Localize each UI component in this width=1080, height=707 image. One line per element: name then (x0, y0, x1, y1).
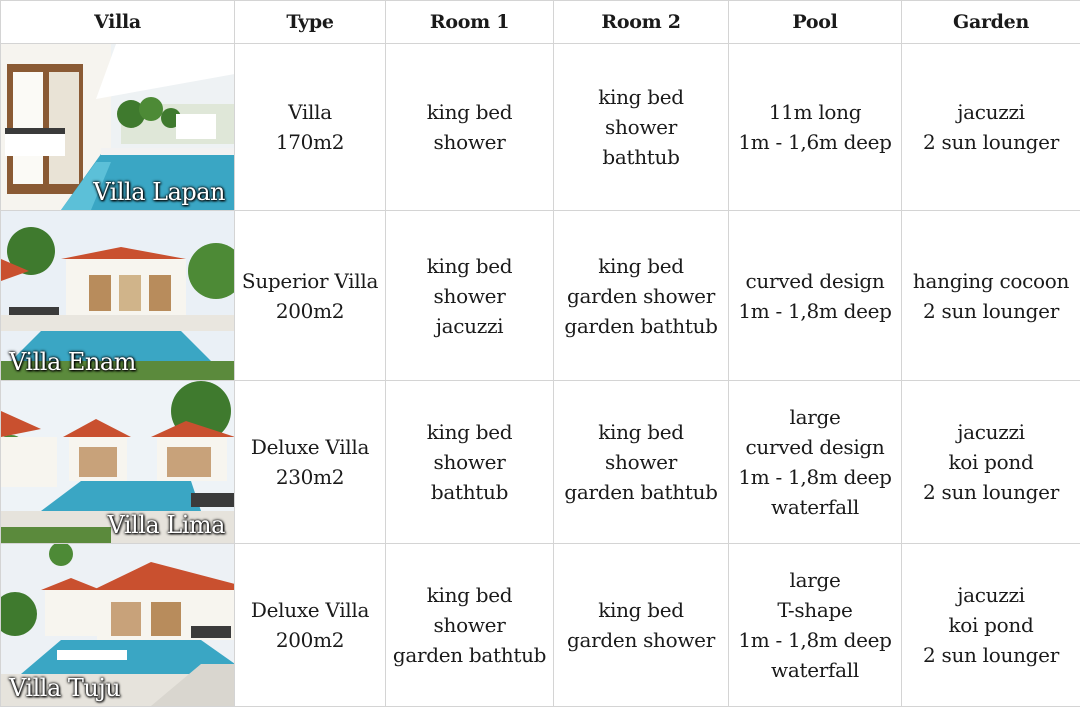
table-row (1, 381, 1080, 544)
header-type: Type (235, 1, 386, 44)
type-cell: Deluxe Villa 230m2 (235, 381, 386, 544)
header-room1: Room 1 (386, 1, 554, 44)
room1-cell: king bed shower garden bathtub (386, 544, 554, 707)
room2-cell: king bed shower garden bathtub (554, 381, 729, 544)
room1-cell: king bed shower (386, 44, 554, 211)
villa-name-caption: Villa Enam (9, 348, 136, 376)
villa-name-caption: Villa Tuju (9, 674, 120, 702)
villa-photo-cell (1, 381, 235, 544)
room1-cell: king bed shower bathtub (386, 381, 554, 544)
villa-photo (1, 44, 235, 210)
pool-cell: large T-shape 1m - 1,8m deep waterfall (729, 544, 902, 707)
header-pool: Pool (729, 1, 902, 44)
type-cell: Villa 170m2 (235, 44, 386, 211)
table-row (1, 211, 1080, 381)
villa-photo (1, 544, 235, 706)
header-row (1, 1, 1080, 44)
villa-photo-cell (1, 44, 235, 211)
pool-cell: curved design 1m - 1,8m deep (729, 211, 902, 381)
table-row (1, 544, 1080, 707)
header-room2: Room 2 (554, 1, 729, 44)
garden-cell: jacuzzi 2 sun lounger (902, 44, 1080, 211)
villa-photo (1, 211, 235, 380)
room2-cell: king bed garden shower garden bathtub (554, 211, 729, 381)
garden-cell: jacuzzi koi pond 2 sun lounger (902, 381, 1080, 544)
garden-cell: hanging cocoon 2 sun lounger (902, 211, 1080, 381)
villa-photo (1, 381, 235, 543)
pool-cell: 11m long 1m - 1,6m deep (729, 44, 902, 211)
villa-name-caption: Villa Lima (107, 511, 225, 539)
villa-name-caption: Villa Lapan (93, 178, 225, 206)
room1-cell: king bed shower jacuzzi (386, 211, 554, 381)
table-row (1, 44, 1080, 211)
type-cell: Deluxe Villa 200m2 (235, 544, 386, 707)
room2-cell: king bed shower bathtub (554, 44, 729, 211)
villa-photo-cell (1, 211, 235, 381)
villa-photo-cell (1, 544, 235, 707)
header-garden: Garden (902, 1, 1080, 44)
pool-cell: large curved design 1m - 1,8m deep waterfall (729, 381, 902, 544)
type-cell: Superior Villa 200m2 (235, 211, 386, 381)
room2-cell: king bed garden shower (554, 544, 729, 707)
garden-cell: jacuzzi koi pond 2 sun lounger (902, 544, 1080, 707)
header-villa: Villa (1, 1, 235, 44)
